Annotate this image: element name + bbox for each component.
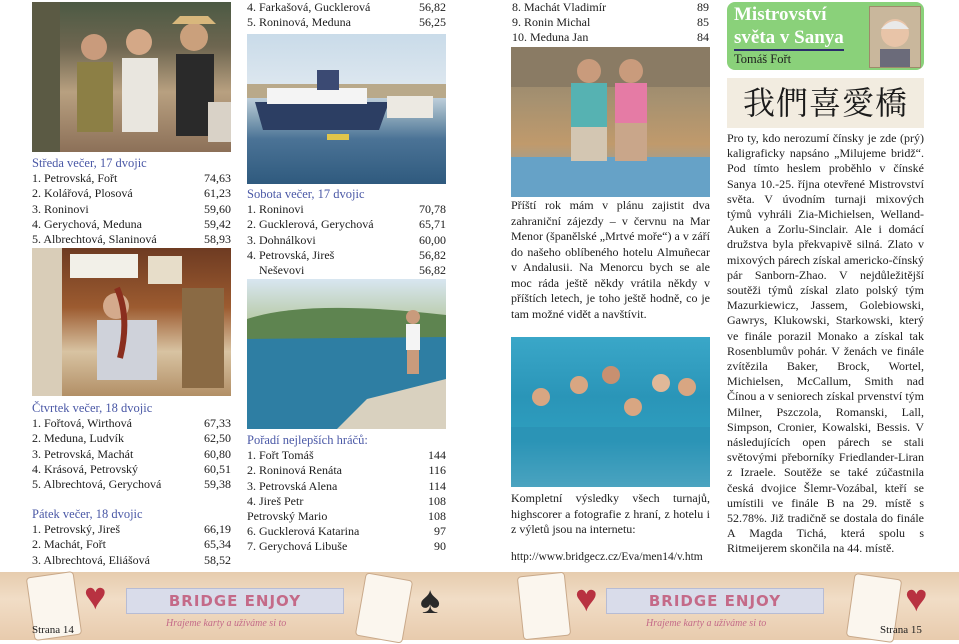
photo-ship-shapes [247,34,446,184]
calligraphy-text: 我們喜愛橋 [742,84,908,122]
calligraphy-banner [727,78,924,128]
result-row: 2. Gucklerová, Gerychová 65,71 [247,217,446,232]
results-heading: Středa večer, 17 dvojic [32,156,147,170]
result-row: 3. Dohnálkovi 60,00 [247,232,446,247]
page-number-left: Strana 14 [32,624,74,636]
footer-banner-left: BRIDGE ENJOY [126,588,344,614]
page-number-right: Strana 15 [880,624,922,636]
result-row: 1. Fořt Tomáš 144 [247,448,446,463]
results-wednesday [32,156,231,247]
result-row: 4. Krásová, Petrovský 60,51 [32,461,231,476]
results-heading: Čtvrtek večer, 18 dvojic [32,401,153,415]
photo-couple-sitting [511,47,710,197]
result-row: 10. Meduna Jan 84 [512,30,709,45]
portrait-shapes [870,7,920,67]
result-row: 2. Roninová Renáta 116 [247,463,446,478]
article-title-line2: světa v Sanya [734,27,844,51]
footer-banner-right: BRIDGE ENJOY [606,588,824,614]
result-row: 1. Petrovský, Jireš 66,19 [32,522,231,537]
results-thursday [32,401,231,492]
result-row: 6. Gucklerová Katarina 97 [247,524,446,539]
paragraph-results-online: Kompletní výsledky všech turnajů, highscorer a fotografie z hraní, z hotelu i z výletů jsou na internetu: [511,491,710,536]
result-row: 4. Gerychová, Meduna 59,42 [32,216,231,231]
footer-tagline-left: Hrajeme karty a užíváme si to [166,618,287,629]
results-friday [32,507,231,568]
result-row: 5. Albrechtová, Slaninová 58,93 [32,232,231,247]
results-saturday [247,187,446,278]
playing-card-icon [355,572,413,643]
result-row: 1. Petrovská, Fořt 74,63 [32,171,231,186]
photo-three-women-figures [32,2,231,152]
result-row: Neševovi 56,82 [259,263,446,278]
heart-icon: ♥ [575,578,598,620]
result-row: 4. Petrovská, Jireš 56,82 [247,247,446,262]
footer-band [0,572,959,640]
result-row: 3. Petrovská Alena 114 [247,478,446,493]
article-body: Pro ty, kdo nerozumí čínsky je zde (prý) kaligraficky napsáno „Milujeme bridž“. Pod tímto heslem proběhlo v čínské Sanya 10.-25. října otevřené Mistrovství světa. V úvodním turnaji mixových týmů vyhráli Zia-Michielsen, Welland-Auken a Zorlu-Sinclair. Ale i domácí družstva byla překvapivě silná. Zlato v mixových párech získal americko-čínský pár Sanborn-Zhao. V nejdůležitější soutěži týmů získal zlato polský tým Mazurkiewicz, Jassem, Golebiowski, Gawrys, Klukowski, Starkowski, který ve finále porazil Monako a získal tak Rosenblumův pohár. V ženách ve finále zvítězila Baker, Brock, Wortel, Michielsen, McCallum, Smith nad Čínou a v seniorech získal prvenství tým Milner, Pszczola, Romanski, Lall, Simpson, Cronier, Kowalski, Bessis. V následujících open párech se stali světovými přeborníky Friedlander-Liran z Izraele. Soutěže se také zúčastnila česká dvojice Šlemr-Vozábal, kteří se umístili ve finále B na 29. místě s 52.78%. Již tradičně se dostala do finále A Magda Tichá, která spolu s Ritmeijerem skončila na 44. místě. [727,131,924,556]
result-row: 5. Albrechtová, Gerychová 59,38 [32,477,231,492]
result-row: 5. Roninová, Meduna 56,25 [247,15,446,30]
results-heading: Sobota večer, 17 dvojic [247,187,365,201]
heart-icon: ♥ [84,576,107,618]
article-title-line1: Mistrovství [734,4,827,25]
result-row: 9. Ronin Michal 85 [512,15,709,30]
results-heading: Pátek večer, 18 dvojic [32,507,143,521]
result-row: 1. Roninovi 70,78 [247,202,446,217]
playing-card-icon [517,572,571,641]
photo-man-figure [32,248,231,396]
result-row: 4. Jireš Petr 108 [247,493,446,508]
photo-swimmers [511,337,710,487]
heart-icon: ♥ [905,578,928,620]
photo-three-women [32,2,231,152]
photo-bay-photographer [247,279,446,429]
results-heading: Pořadí nejlepších hráčů: [247,433,368,447]
result-row: 2. Machát, Fořt 65,34 [32,537,231,552]
result-row: 2. Kolářová, Plosová 61,23 [32,186,231,201]
best-players-continued [512,0,709,46]
photo-man-with-sausages [32,248,231,396]
photo-swimmers-shapes [511,337,710,487]
footer-tagline-right: Hrajeme karty a užíváme si to [646,618,767,629]
results-link[interactable]: http://www.bridgecz.cz/Eva/men14/v.htm [511,551,703,563]
article-title-box [727,2,924,70]
result-row: Petrovský Mario 108 [247,509,446,524]
photo-bay-shapes [247,279,446,429]
results-continued [247,0,446,30]
spade-icon: ♠ [420,580,441,622]
photo-couple-shapes [511,47,710,197]
photo-cruise-ship [247,34,446,184]
result-row: 3. Petrovská, Machát 60,80 [32,446,231,461]
paragraph-future-trips: Příští rok mám v plánu zajistit dva zahraniční zájezdy – v červnu na Mar Menor (španělské „Mrtvé moře“) a v září do našeho oblíbeného hotelu Almuñecar v Andalusii. Na Menorcu bych se ale moc ráda ještě někdy vrátila někdy v příštích letech, je toho ještě hodně, co je tam možné vidět a navštívit. [511,198,710,321]
article-author: Tomáš Fořt [734,52,792,66]
result-row: 7. Gerychová Libuše 90 [247,539,446,554]
result-row: 8. Machát Vladimír 89 [512,0,709,14]
result-row: 3. Albrechtová, Eliášová 58,52 [32,552,231,567]
result-row: 3. Roninovi 59,60 [32,201,231,216]
result-row: 2. Meduna, Ludvík 62,50 [32,431,231,446]
best-players [247,433,446,555]
author-portrait [869,6,921,68]
result-row: 4. Farkašová, Gucklerová 56,82 [247,0,446,14]
result-row: 1. Fořtová, Wirthová 67,33 [32,416,231,431]
